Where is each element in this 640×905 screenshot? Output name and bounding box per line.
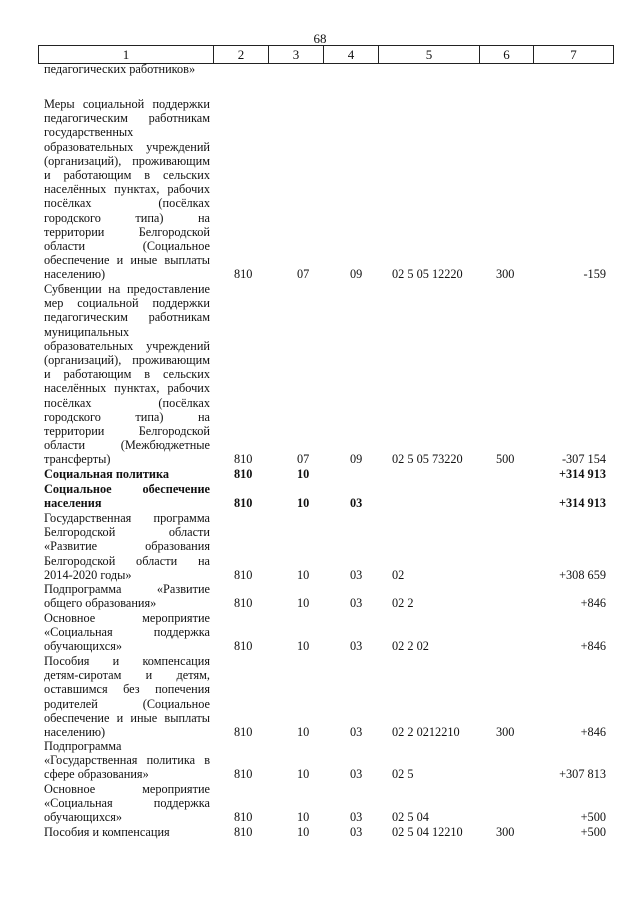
description-line: образовательных учреждений (44, 139, 210, 154)
description-line: «Социальная поддержка (44, 625, 210, 640)
cell-col-7: +846 (580, 639, 606, 654)
cell-col-2: 810 (234, 467, 253, 481)
description-line: Основное мероприятие (44, 782, 210, 796)
description-line: области (Социальное (44, 239, 210, 254)
description-line: Социальное обеспечение (44, 482, 210, 496)
description-line: населённых пунктах, рабочих (44, 381, 210, 396)
col-header-1: 1 (39, 46, 214, 64)
row-description (44, 782, 210, 825)
cell-col-5: 02 5 05 73220 (392, 452, 463, 467)
row-description (44, 739, 210, 782)
description-line: Пособия и компенсация (44, 825, 170, 839)
cell-col-4: 03 (350, 725, 363, 739)
cell-col-2: 810 (234, 567, 253, 582)
description-line: Социальная политика (44, 467, 170, 481)
cell-col-5: 02 5 05 12220 (392, 267, 463, 282)
description-line: государственных (44, 125, 134, 140)
description-line: Субвенции на предоставление (44, 282, 210, 296)
description-line: муниципальных (44, 324, 130, 339)
col-header-3: 3 (269, 46, 324, 64)
row-description (44, 582, 210, 610)
cell-col-2: 810 (234, 725, 253, 739)
description-line: посёлках (посёлках (44, 395, 210, 410)
description-line: посёлках (посёлках (44, 196, 210, 211)
cell-col-3: 10 (297, 596, 310, 611)
description-line: «Развитие образования (44, 539, 210, 554)
cell-col-3: 07 (297, 267, 310, 282)
description-line: «Социальная поддержка (44, 796, 210, 811)
cell-col-7: +314 913 (559, 496, 606, 511)
page-number: 68 (313, 31, 327, 46)
cell-col-3: 10 (297, 496, 310, 511)
description-line: Основное мероприятие (44, 611, 210, 625)
cell-col-6: 300 (496, 825, 515, 839)
description-line: городского типа) на (44, 210, 210, 225)
row-description (44, 62, 210, 76)
description-line: Белгородской области (44, 525, 210, 540)
description-line: общего образования» (44, 596, 157, 611)
description-line: родителей (Социальное (44, 696, 210, 711)
cell-col-4: 03 (350, 639, 363, 654)
cell-col-4: 03 (350, 825, 363, 839)
cell-col-3: 10 (297, 467, 310, 481)
row-description (44, 511, 210, 582)
description-line: территории Белгородской (44, 224, 210, 239)
cell-col-6: 500 (496, 452, 515, 467)
col-header-4: 4 (324, 46, 379, 64)
cell-col-7: +314 913 (559, 467, 606, 481)
description-line: мер социальной поддержки (44, 296, 210, 311)
description-line: и работающим в сельских (44, 367, 210, 382)
cell-col-4: 03 (350, 767, 363, 782)
cell-col-5: 02 5 04 (392, 810, 429, 825)
description-line: и работающим в сельских (44, 168, 210, 183)
description-line: населению) (44, 725, 106, 740)
cell-col-2: 810 (234, 639, 253, 654)
cell-col-7: -159 (583, 267, 606, 282)
description-line: образовательных учреждений (44, 338, 210, 353)
description-line: Подпрограмма (44, 739, 122, 753)
description-line: населённых пунктах, рабочих (44, 182, 210, 197)
cell-col-2: 810 (234, 596, 253, 611)
description-line: территории Белгородской (44, 424, 210, 439)
cell-col-7: +500 (580, 810, 606, 825)
description-line: сфере образования» (44, 767, 149, 782)
cell-col-5: 02 2 02 (392, 639, 429, 654)
description-line: (организаций), проживающим (44, 153, 210, 168)
cell-col-3: 10 (297, 810, 310, 825)
cell-col-6: 300 (496, 725, 515, 739)
cell-col-3: 10 (297, 725, 310, 739)
description-line: педагогических работников» (44, 62, 196, 76)
description-line: (организаций), проживающим (44, 353, 210, 368)
description-line: обеспечение и иные выплаты (44, 253, 210, 268)
description-line: оставшимся без попечения (44, 682, 210, 697)
description-line: «Государственная политика в (44, 753, 210, 768)
cell-col-3: 10 (297, 567, 310, 582)
cell-col-2: 810 (234, 452, 253, 467)
cell-col-2: 810 (234, 767, 253, 782)
description-line: обучающихся» (44, 639, 123, 654)
col-header-6: 6 (480, 46, 534, 64)
cell-col-5: 02 5 (392, 767, 414, 782)
description-line: педагогическим работникам (44, 310, 210, 325)
cell-col-7: +846 (580, 596, 606, 611)
cell-col-3: 10 (297, 767, 310, 782)
cell-col-5: 02 5 04 12210 (392, 825, 463, 839)
cell-col-4: 03 (350, 810, 363, 825)
cell-col-6: 300 (496, 267, 515, 282)
row-description (44, 482, 210, 510)
cell-col-3: 10 (297, 639, 310, 654)
cell-col-2: 810 (234, 810, 253, 825)
row-description (44, 282, 210, 467)
description-line: Государственная программа (44, 511, 210, 525)
cell-col-5: 02 2 (392, 596, 414, 611)
description-line: Пособия и компенсация (44, 654, 210, 668)
description-line: трансферты) (44, 452, 111, 467)
row-description (44, 467, 210, 481)
description-line: области (Межбюджетные (44, 438, 210, 453)
description-line: обучающихся» (44, 810, 123, 825)
row-description (44, 97, 210, 282)
col-header-7: 7 (534, 46, 614, 64)
description-line: населению) (44, 267, 106, 282)
cell-col-4: 03 (350, 496, 363, 511)
cell-col-7: +846 (580, 725, 606, 739)
cell-col-4: 09 (350, 267, 363, 282)
cell-col-7: -307 154 (561, 452, 606, 467)
cell-col-7: +307 813 (559, 767, 606, 782)
description-line: Подпрограмма «Развитие (44, 582, 210, 596)
row-description (44, 654, 210, 739)
description-line: Белгородской области на (44, 553, 210, 568)
cell-col-4: 03 (350, 567, 363, 582)
description-line: обеспечение и иные выплаты (44, 710, 210, 725)
cell-col-7: +308 659 (559, 567, 606, 582)
cell-col-2: 810 (234, 825, 253, 839)
cell-col-4: 03 (350, 596, 363, 611)
description-line: детям-сиротам и детям, (44, 668, 210, 683)
col-header-5: 5 (379, 46, 480, 64)
cell-col-5: 02 (392, 567, 405, 582)
cell-col-3: 10 (297, 825, 310, 839)
col-header-2: 2 (214, 46, 269, 64)
cell-col-7: +500 (580, 825, 606, 839)
cell-col-2: 810 (234, 267, 253, 282)
cell-col-4: 09 (350, 452, 363, 467)
description-line: населения (44, 496, 102, 511)
cell-col-5: 02 2 0212210 (392, 725, 460, 739)
row-description (44, 825, 210, 839)
description-line: педагогическим работникам (44, 111, 210, 126)
cell-col-2: 810 (234, 496, 253, 511)
description-line: Меры социальной поддержки (44, 97, 210, 111)
description-line: городского типа) на (44, 409, 210, 424)
cell-col-3: 07 (297, 452, 310, 467)
description-line: 2014-2020 годы» (44, 567, 132, 582)
row-description (44, 611, 210, 654)
